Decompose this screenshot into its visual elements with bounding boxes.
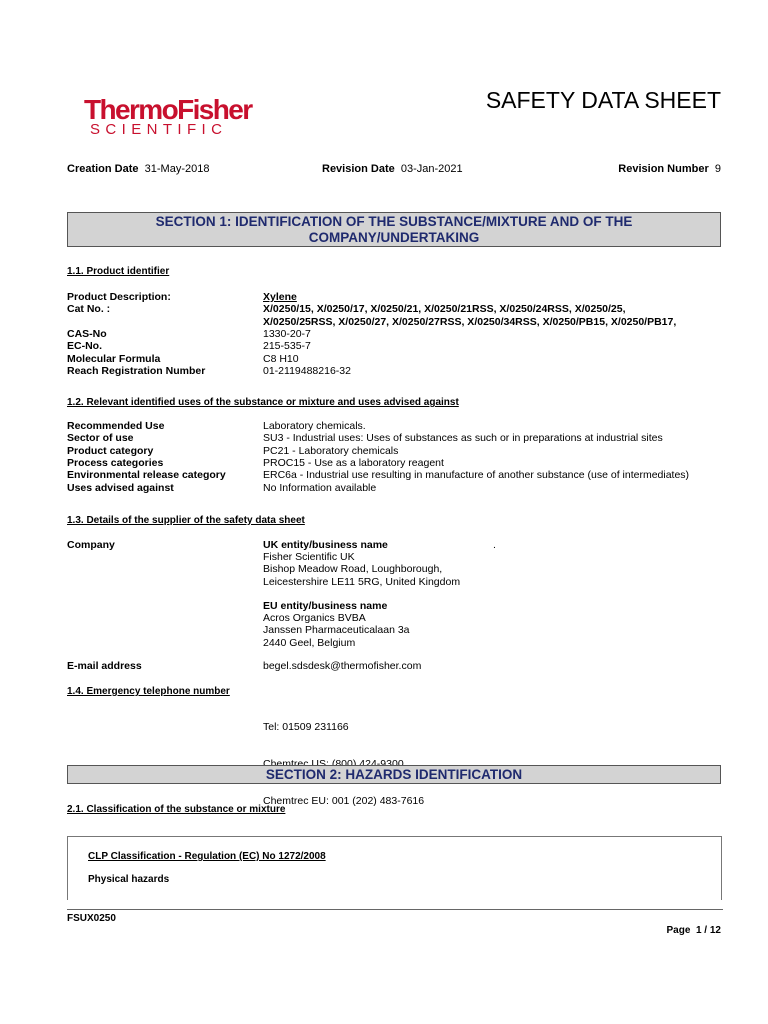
document-code: FSUX0250 (67, 913, 116, 924)
email-label: E-mail address (67, 660, 142, 672)
address-line: Acros Organics BVBA (263, 612, 366, 625)
table-row (67, 420, 727, 432)
company-row (67, 539, 267, 551)
row-label: EC-No. (67, 340, 102, 353)
table-row (67, 291, 727, 303)
row-label: Product Description: (67, 291, 171, 303)
uk-entity-dot: . (493, 539, 496, 551)
subsection-1-1-title: 1.1. Product identifier (67, 266, 170, 277)
eu-entity-heading: EU entity/business name (263, 600, 388, 612)
clp-title: CLP Classification - Regulation (EC) No 1272/2008 (88, 851, 326, 862)
table-row (67, 365, 727, 377)
logo-subtitle: SCIENTIFIC (90, 121, 228, 138)
row-value: C8 H10 (263, 352, 299, 365)
row-value: Xylene (263, 291, 297, 303)
row-label: Product category (67, 444, 154, 457)
row-value: PROC15 - Use as a laboratory reagent (263, 456, 444, 469)
phone-line: Tel: 01509 231166 (263, 721, 349, 734)
phone-line: Chemtrec EU: 001 (202) 483-7616 (263, 794, 425, 807)
revision-number-value: 9 (714, 163, 721, 175)
row-value: ERC6a - Industrial use resulting in manufacture of another substance (use of intermediates) (263, 469, 690, 482)
subsection-1-3-title: 1.3. Details of the supplier of the safety data sheet (67, 515, 305, 526)
creation-date (67, 162, 209, 176)
clp-classification-box (67, 836, 722, 900)
page-value: 1 / 12 (695, 925, 721, 936)
row-value: No Information available (263, 481, 377, 494)
table-row (67, 445, 727, 457)
table-row (67, 482, 727, 494)
revision-number-label: Revision Number (618, 163, 709, 175)
eu-entity (263, 600, 410, 649)
subsection-1-2-title: 1.2. Relevant identified uses of the substance or mixture and uses advised against (67, 397, 459, 408)
row-value: 01-2119488216-32 (263, 364, 351, 377)
section1-heading (67, 212, 721, 247)
footer-divider (67, 909, 723, 910)
creation-date-label: Creation Date (67, 163, 139, 175)
row-value: 215-535-7 (263, 340, 311, 353)
table-row (67, 457, 727, 469)
subsection-2-1-title: 2.1. Classification of the substance or mixture (67, 804, 286, 815)
section1-heading-line2: COMPANY/UNDERTAKING (308, 230, 480, 245)
row-label (67, 316, 263, 328)
address-line: Fisher Scientific UK (263, 551, 355, 564)
page-label: Page (666, 925, 691, 936)
email-row (67, 660, 727, 672)
address-line: 2440 Geel, Belgium (263, 636, 356, 649)
row-label: Process categories (67, 456, 164, 469)
row-label: Recommended Use (67, 420, 165, 432)
address-line: Leicestershire LE11 5RG, United Kingdom (263, 575, 461, 588)
revision-date-label: Revision Date (322, 163, 395, 175)
row-value: SU3 - Industrial uses: Uses of substances as such or in preparations at industrial sites (263, 432, 663, 445)
revision-number (618, 162, 721, 176)
row-label: Molecular Formula (67, 352, 161, 365)
section2-heading: SECTION 2: HAZARDS IDENTIFICATION (67, 765, 721, 784)
creation-date-value: 31-May-2018 (144, 163, 210, 175)
address-line: Bishop Meadow Road, Loughborough, (263, 563, 443, 576)
table-row (67, 340, 727, 352)
uk-entity (263, 539, 460, 588)
row-value: X/0250/25RSS, X/0250/27, X/0250/27RSS, X/0250/34RSS, X/0250/PB15, X/0250/PB17, (263, 315, 677, 328)
row-label: Reach Registration Number (67, 364, 206, 377)
page-indicator (667, 925, 722, 937)
emergency-phones (263, 697, 424, 819)
table-row (67, 432, 727, 444)
table-row (67, 316, 727, 328)
row-value: 1330-20-7 (263, 327, 311, 340)
row-value: Laboratory chemicals. (263, 420, 366, 432)
revision-date (322, 162, 463, 176)
table-row (67, 469, 727, 481)
page-title: SAFETY DATA SHEET (485, 87, 721, 113)
physical-hazards-label: Physical hazards (88, 874, 170, 885)
table-row (67, 303, 727, 315)
row-label: Cat No. : (67, 303, 111, 316)
address-line: Janssen Pharmaceuticalaan 3a (263, 624, 410, 637)
row-label: Environmental release category (67, 469, 226, 482)
company-label: Company (67, 539, 115, 551)
logo-wordmark: ThermoFisher (84, 94, 252, 125)
table-row (67, 353, 727, 365)
uk-entity-heading: UK entity/business name (263, 539, 388, 551)
revision-date-value: 03-Jan-2021 (400, 163, 463, 175)
table-row (67, 328, 727, 340)
subsection-1-4-title: 1.4. Emergency telephone number (67, 686, 230, 697)
row-value: PC21 - Laboratory chemicals (263, 444, 399, 457)
section1-heading-line1: SECTION 1: IDENTIFICATION OF THE SUBSTANCE/MIXTURE AND OF THE (155, 214, 633, 229)
row-label: Sector of use (67, 432, 134, 445)
email-value[interactable]: begel.sdsdesk@thermofisher.com (263, 660, 422, 672)
row-label: Uses advised against (67, 481, 174, 494)
row-label: CAS-No (67, 327, 107, 340)
row-value: X/0250/15, X/0250/17, X/0250/21, X/0250/21RSS, X/0250/24RSS, X/0250/25, (263, 303, 626, 316)
